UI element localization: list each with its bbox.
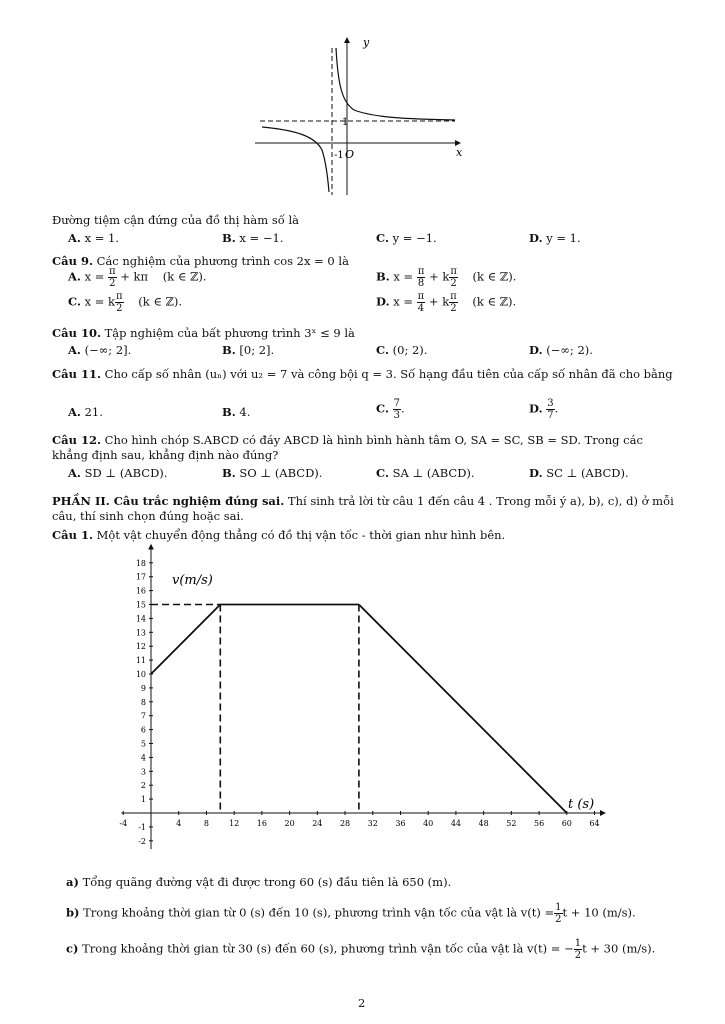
q9-option-c [68,291,182,314]
x-tick-label: 36 [395,819,406,828]
y-tick-label: 7 [140,711,146,721]
y-tick-label: 10 [135,670,146,679]
y-tick-label: 5 [140,739,146,749]
fraction: $\frac{\pi}{2}$ [116,291,123,314]
statement-a [66,875,451,889]
option-letter: A. [68,231,81,245]
option-letter: C. [376,343,389,357]
y-tick-label: 11 [135,656,146,666]
label-one: 1 [342,117,349,128]
option-letter: D. [529,401,543,416]
x-axis-title: t (s) [568,797,595,812]
label-minus-one: -1 [334,150,344,161]
q9-option-b [376,266,516,289]
velocity-segment [359,605,567,814]
option-letter: D. [376,294,390,309]
option-letter: D. [529,231,543,245]
option-letter: B. [222,466,236,480]
y-tick-label: 8 [140,697,146,707]
y-tick-label: 15 [135,600,146,610]
q12-option-b [222,466,322,480]
part2-instructions: Thí sinh trả lời từ câu 1 đến câu 4 . Trong mỗi ý a), b), c), d) ở mỗi câu, thí sinh chọn đúng hoặc sai. [52,494,674,523]
part2-heading: PHẦN II. Câu trắc nghiệm đúng sai. [52,494,285,508]
x-tick-label: 40 [423,819,434,828]
q12-stem: Cho hình chóp S.ABCD có đáy ABCD là hình bình hành tâm O, SA = SC, SB = SD. Trong các khẳng định sau, khẳng định nào đúng? [52,433,643,462]
option-text: (k ∈ ℤ). [461,269,517,284]
x-tick-label: 44 [450,819,462,828]
q12-header [52,433,677,463]
statement-text: Tổng quãng đường vật đi được trong 60 (s) đầu tiên là 650 (m). [82,875,452,889]
y-tick-label: 12 [135,642,146,652]
x-tick-label: 8 [203,819,209,828]
option-text: x = [393,294,414,309]
option-text: SA ⊥ (ABCD). [392,466,475,480]
y-tick-label: 14 [135,614,146,624]
statement-text: t + 30 (m/s). [582,941,656,956]
x-tick-label: 60 [561,819,572,828]
option-text: + k [428,294,450,309]
q10-option-d [529,343,593,357]
option-letter: C. [68,294,81,309]
q8-option-a [68,231,119,245]
hyperbola-left-branch [262,127,329,192]
q8-option-d [529,231,581,245]
option-letter: A. [68,405,81,419]
q8-stem: Đường tiệm cận đứng của đồ thị hàm số là [52,213,299,227]
q9-option-a [68,266,207,289]
velocity-segment [151,605,220,675]
part2-header [52,494,677,524]
y-tick-label: 3 [140,767,146,777]
option-text: x = [393,269,414,284]
q10-option-a [68,343,131,357]
y-axis-label: y [363,36,370,49]
q11-header [52,367,677,382]
option-text: (−∞; 2). [546,343,593,357]
q12-label: Câu 12. [52,433,101,447]
option-text: (k ∈ ℤ). [127,294,183,309]
statement-letter: a) [66,875,79,889]
y-tick-label: 13 [135,628,146,638]
fraction: $\frac{\pi}{2}$ [109,266,116,289]
fraction: $\frac{\pi}{2}$ [450,291,457,314]
statement-letter: b) [66,905,80,920]
option-letter: C. [376,231,389,245]
statement-letter: c) [66,941,79,956]
fraction: $\frac{3}{7}$ [547,398,554,421]
p2q1-stem: Một vật chuyển động thẳng có đồ thị vận tốc - thời gian như hình bên. [96,528,506,542]
option-text: 4. [239,405,251,419]
statement-b [66,902,636,925]
option-text: x = −1. [239,231,284,245]
option-text: y = −1. [392,231,437,245]
statement-c [66,938,655,961]
fraction: $\frac{\pi}{8}$ [417,266,425,289]
option-text: y = 1. [546,231,581,245]
fraction: $\frac{1}{2}$ [555,902,562,925]
y-tick-label: 18 [135,558,146,568]
y-tick-label: 6 [140,725,146,735]
x-tick-label: 4 [176,819,182,828]
option-letter: B. [222,343,236,357]
origin-label: O [345,148,355,161]
q11-option-d [529,398,558,421]
option-text: . [401,401,405,416]
option-letter: D. [529,343,543,357]
x-tick-label: -4 [119,819,128,828]
y-tick-label: 1 [140,795,146,805]
q10-stem: Tập nghiệm của bất phương trình 3ˣ ≤ 9 là [104,326,355,340]
q11-label: Câu 11. [52,367,101,381]
option-text: SD ⊥ (ABCD). [84,466,168,480]
x-tick-label: 24 [312,819,323,828]
option-text: + kπ (k ∈ ℤ). [120,269,207,284]
q12-option-c [376,466,475,480]
option-text: 21. [84,405,103,419]
fraction: $\frac{1}{2}$ [574,938,582,961]
q11-option-c [376,398,405,421]
x-tick-label: 20 [284,819,295,828]
q11-stem: Cho cấp số nhân (uₙ) với u₂ = 7 và công bội q = 3. Số hạng đầu tiên của cấp số nhân đã cho bằng [104,367,673,381]
y-tick-label: 2 [140,781,146,791]
y-axis-title: v(m/s) [172,573,213,588]
q9-stem: Các nghiệm của phương trình cos 2x = 0 là [96,254,349,268]
x-tick-label: 28 [339,819,351,828]
page-number: 2 [358,996,366,1010]
x-tick-label: 56 [533,819,545,828]
x-tick-label: 16 [256,819,267,828]
option-text: x = k [84,294,116,309]
q8-option-b [222,231,283,245]
option-text: . [554,401,559,416]
hyperbola-graph [250,30,470,200]
option-text: x = [84,269,105,284]
statement-text: t + 10 (m/s). [562,905,636,920]
x-tick-label: 64 [589,819,600,828]
y-tick-label: 4 [140,753,146,763]
option-text: x = 1. [84,231,119,245]
q12-option-d [529,466,629,480]
q8-option-c [376,231,437,245]
option-text: + k [429,269,450,284]
q10-label: Câu 10. [52,326,101,340]
option-letter: A. [68,269,81,284]
y-tick-label: -1 [138,822,146,832]
hyperbola-right-branch [336,48,455,120]
q9-option-d [376,291,516,314]
q10-option-b [222,343,274,357]
fraction: $\frac{\pi}{4}$ [417,291,425,314]
x-tick-label: 52 [506,819,517,828]
q10-header [52,326,355,340]
option-text: (0; 2). [392,343,428,357]
option-text: [0; 2]. [239,343,275,357]
statement-text: Trong khoảng thời gian từ 0 (s) đến 10 (s), phương trình vận tốc của vật là v(t) = [83,905,555,920]
option-letter: C. [376,466,389,480]
option-letter: D. [529,466,543,480]
statement-text: Trong khoảng thời gian từ 30 (s) đến 60 (s), phương trình vận tốc của vật là v(t) = − [82,941,574,956]
q12-option-a [68,466,167,480]
q10-option-c [376,343,427,357]
p2q1-header [52,528,505,542]
p2q1-label: Câu 1. [52,528,93,542]
option-letter: B. [222,231,236,245]
fraction: $\frac{\pi}{2}$ [450,266,457,289]
option-letter: A. [68,343,81,357]
x-axis-label: x [456,146,463,159]
q11-option-b [222,405,250,419]
x-tick-label: 12 [229,819,240,828]
y-tick-label: 17 [135,572,146,582]
x-tick-label: 32 [367,819,378,828]
x-tick-label: 48 [478,819,489,828]
option-text: SC ⊥ (ABCD). [546,466,629,480]
option-text: (−∞; 2]. [84,343,132,357]
option-text: SO ⊥ (ABCD). [239,466,323,480]
option-letter: C. [376,401,389,416]
y-tick-label: 9 [140,683,146,693]
option-letter: A. [68,466,81,480]
y-tick-label: -2 [138,836,146,846]
fraction: $\frac{7}{3}$ [393,398,400,421]
option-letter: B. [376,269,390,284]
y-tick-label: 16 [135,586,146,596]
option-letter: B. [222,405,236,419]
q9-label: Câu 9. [52,254,93,268]
option-text: (k ∈ ℤ). [461,294,517,309]
q11-option-a [68,405,103,419]
